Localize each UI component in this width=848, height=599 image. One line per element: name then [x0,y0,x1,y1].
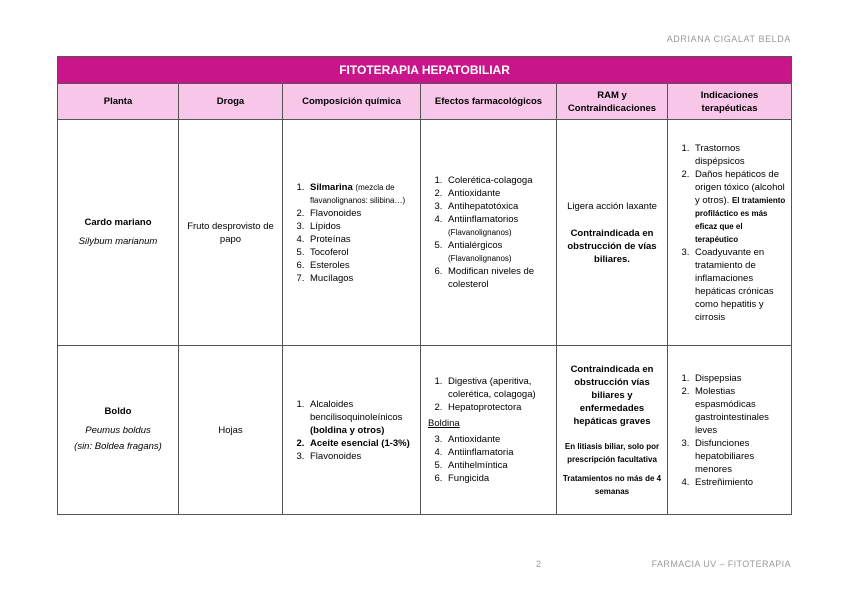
drug-cell: Hojas [179,346,283,515]
list-item: 2. Flavonoides [307,207,416,220]
list-item: 6. Modifican niveles de colesterol [445,265,552,291]
scientific-name: Peumus boldus [85,425,151,436]
list-item: 2. Daños hepáticos de origen tóxico (alcohol y otros). El tratamiento profiláctico es más eficaz que el terapéutico [692,168,787,246]
list-item: 3. Flavonoides [307,450,416,463]
ram-cell [557,120,668,346]
table-header-row [58,84,792,120]
list-item: 6. Fungicida [445,472,552,485]
list-item: 5. Antialérgicos (Flavanolignanos) [445,239,552,265]
list-item: 2. Molestias espasmódicas gastrointestinales leves [692,385,787,437]
list-item: 2. Aceite esencial (1-3%) [307,437,416,450]
list-item: 1. Digestiva (aperitiva, colerética, colagoga) [445,375,552,401]
indications-cell [668,346,792,515]
column-header: Planta [58,84,179,120]
composition-cell [283,120,421,346]
column-header: RAM y Contraindicaciones [557,84,668,120]
list-item: 4. Proteínas [307,233,416,246]
indications-cell [668,120,792,346]
column-header: Efectos farmacológicos [421,84,557,120]
list-item: 3. Antioxidante [445,433,552,446]
list-item: 6. Esteroles [307,259,416,272]
list-item: 2. Antioxidante [445,187,552,200]
list-item: 3. Antihepatotóxica [445,200,552,213]
composition-cell [283,346,421,515]
column-header: Droga [179,84,283,120]
column-header: Composición química [283,84,421,120]
plant-name: Boldo [104,406,132,417]
effects-cell [421,120,557,346]
drug-cell: Fruto desprovisto de papo [179,120,283,346]
author-header: ADRIANA CIGALAT BELDA [666,34,791,44]
ram-cell [557,346,668,515]
plant-cell [58,346,179,515]
list-item: 4. Antiinflamatoria [445,446,552,459]
plant-cell [58,120,179,346]
ram-note: En litiasis biliar, solo por prescripción facultativa [564,441,660,464]
synonym: (sin: Boldea fragans) [74,441,162,452]
scientific-name: Silybum marianum [78,235,158,247]
list-item: 1. Dispepsias [692,372,787,385]
list-item: 7. Mucílagos [307,272,416,285]
list-item: 3. Lípidos [307,220,416,233]
phytotherapy-table [57,56,792,515]
ram-note: Tratamientos no más de 4 semanas [562,473,662,496]
effects-cell [421,346,557,515]
contraindication-text: Contraindicada en obstrucción vías biliares y enfermedades hepáticas graves [570,363,654,427]
table-row [58,346,792,515]
table-title-row [58,57,792,84]
list-item: 1. Trastornos dispépsicos [692,142,787,168]
list-item: 3. Disfunciones hepatobiliares menores [692,437,787,476]
list-item: 5. Tocoferol [307,246,416,259]
page-number: 2 [536,559,542,569]
list-item: 5. Antihelmíntica [445,459,552,472]
ram-text: Ligera acción laxante [567,200,657,212]
column-header: Indicaciones terapéuticas [668,84,792,120]
boldine-subheading: Boldina [428,418,460,429]
table-title: FITOTERAPIA HEPATOBILIAR [58,57,792,84]
contraindication-text: Contraindicada en obstrucción de vías biliares. [567,227,657,265]
plant-name: Cardo mariano [84,216,152,228]
list-item: 2. Hepatoprotectora [445,401,552,414]
table-row [58,120,792,346]
list-item: 1. Alcaloides bencilisoquinoleínicos (boldina y otros) [307,398,416,437]
list-item: 3. Coadyuvante en tratamiento de inflamaciones hepáticas crónicas como hepatitis y cirrosis [692,246,787,324]
list-item: 1. Silmarina (mezcla de flavanolignanos: silibina…) [307,181,416,207]
footer-title: FARMACIA UV – FITOTERAPIA [651,559,791,569]
list-item: 4. Antiinflamatorios (Flavanolignanos) [445,213,552,239]
list-item: 1. Colerética-colagoga [445,174,552,187]
list-item: 4. Estreñimiento [692,476,787,489]
